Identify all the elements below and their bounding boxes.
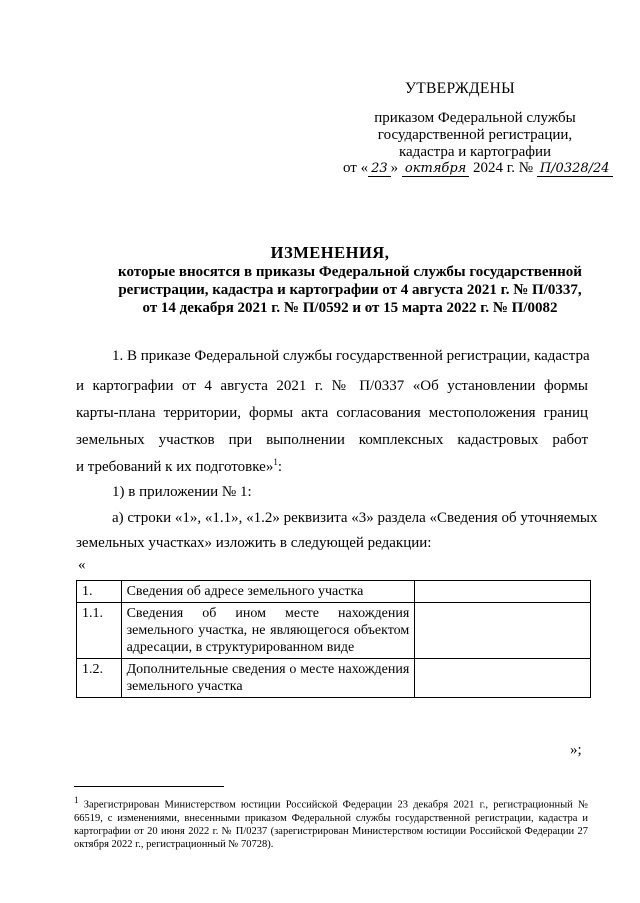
paragraph-3-line-1: а) строки «1», «1.1», «1.2» реквизита «3» раздела «Сведения об уточняемых	[112, 510, 598, 526]
date-year: 2024 г. №	[473, 160, 534, 176]
row-value	[415, 603, 591, 659]
footnote-mark: 1	[74, 795, 79, 805]
table-row	[77, 659, 591, 698]
paragraph-1-line-4: земельных участков при выполнении комплексных кадастровых работ	[76, 432, 588, 448]
footnote-text: Зарегистрирован Министерством юстиции Российской Федерации 23 декабря 2021 г., регистрационный № 66519, с изменениями, внесенными приказом Федеральной службы государственной регистрации, кадастра и картографии от 20 июня 2022 г. № П/0237 (зарегистрирован Министерством юстиции Российской Федерации 27 октября 2022 г., регистрационный № 70728).	[74, 799, 588, 850]
closing-quote: »;	[570, 742, 582, 758]
paragraph-1-line-2: и картографии от 4 августа 2021 г. № П/0337 «Об установлении формы	[76, 378, 588, 394]
paragraph-1-line-5-end: :	[277, 459, 282, 475]
paragraph-3-line-2: земельных участках» изложить в следующей редакции:	[76, 535, 432, 551]
row-description: Сведения об адресе земельного участка	[121, 581, 415, 603]
row-description: Сведения об ином месте нахождения земельного участка, не являющегося объектом адресации, в структурированном виде	[121, 603, 415, 659]
handwritten-month: октября	[402, 161, 469, 177]
heading-line-3: от 14 декабря 2021 г. № П/0592 и от 15 марта 2022 г. № П/0082	[142, 300, 558, 316]
date-prefix: от «	[343, 160, 369, 176]
row-description: Дополнительные сведения о месте нахождения земельного участка	[121, 659, 415, 698]
approval-line-2: государственной регистрации,	[377, 127, 573, 143]
row-number: 1.2.	[77, 659, 122, 698]
opening-quote: «	[78, 557, 86, 573]
handwritten-order-number: П/0328/24	[537, 161, 613, 177]
paragraph-2: 1) в приложении № 1:	[112, 484, 252, 500]
order-date-line	[343, 160, 613, 177]
table-row	[77, 581, 591, 603]
redaction-table	[76, 580, 591, 698]
date-mid: »	[390, 160, 399, 176]
paragraph-1-line-5	[76, 457, 588, 476]
footnote-reference: 1	[273, 457, 278, 467]
footnote-separator	[74, 786, 224, 787]
paragraph-1-line-3: карты-плана территории, формы акта согласования местоположения границ	[76, 405, 588, 421]
changes-title: ИЗМЕНЕНИЯ,	[270, 243, 390, 262]
approval-line-1: приказом Федеральной службы	[374, 110, 576, 126]
row-value	[415, 659, 591, 698]
table-row	[77, 603, 591, 659]
handwritten-day: 23	[368, 161, 391, 177]
paragraph-1-line-1: 1. В приказе Федеральной службы государственной регистрации, кадастра	[112, 348, 590, 364]
row-number: 1.1.	[77, 603, 122, 659]
approval-line-3: кадастра и картографии	[398, 144, 552, 160]
footnote	[74, 794, 588, 851]
heading-line-2: регистрации, кадастра и картографии от 4 августа 2021 г. № П/0337,	[118, 282, 582, 298]
approval-title: УТВЕРЖДЕНЫ	[405, 80, 515, 97]
row-value	[415, 581, 591, 603]
row-number: 1.	[77, 581, 122, 603]
heading-line-1: которые вносятся в приказы Федеральной службы государственной	[118, 264, 582, 280]
paragraph-1-line-5-text: и требований к их подготовке»	[76, 459, 274, 475]
